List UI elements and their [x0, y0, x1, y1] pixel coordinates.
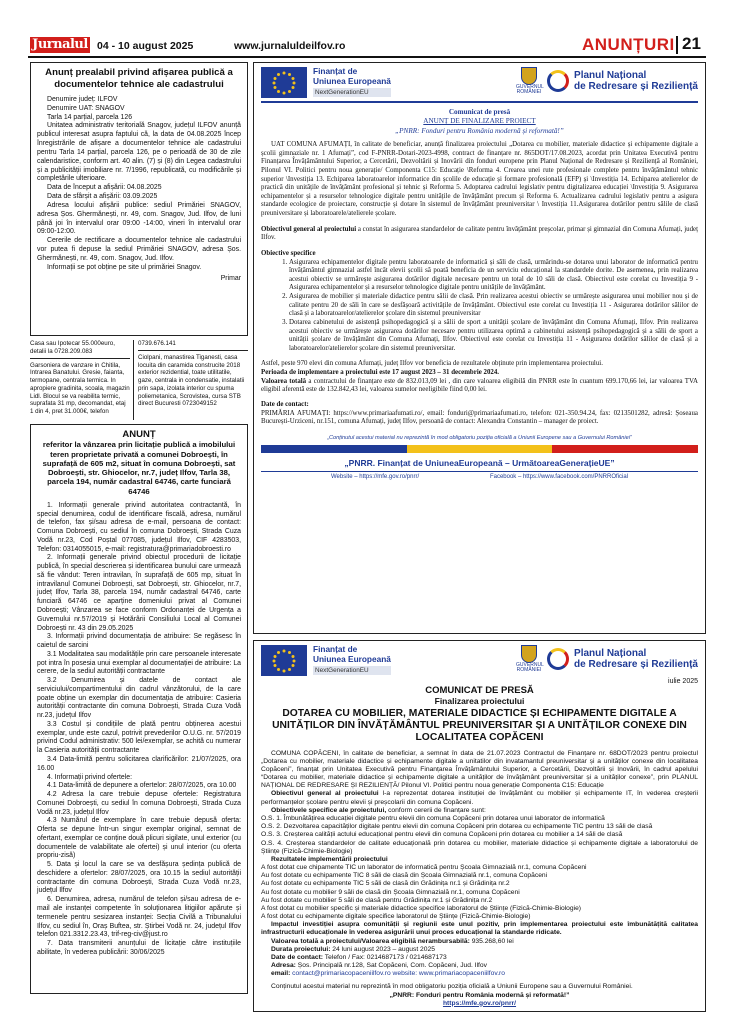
- contact-label: Date de contact:: [271, 953, 324, 961]
- auction-notice-title: ANUNȚ: [122, 429, 156, 440]
- spec-item: 3. Dotarea cabinetului de asistență psihopedagogică și a sălii de sport a unității școlare de învățământ din Comuna Afumați, Ilfov. Prin realizarea acestui obiectiv se urmărește asigurarea dotărilor necesare pentru utilizarea optimă a cabinetului asistență psihopedagogică și a sălii de sport a unității școlare de învățământ din Comuna Afumați, Ilfov. Obiectivul este corelat cu Investiția 11 - Asigurarea dotărilor sălilor de clasă și a laboratoarelor/atelierelor școlare din sistemul preuniversitar.: [289, 319, 698, 354]
- period-label: Perioada de implementare: [261, 369, 339, 377]
- header-rule: [28, 56, 706, 58]
- goal-text: a constat în asigurarea standardelor de calitate pentru învățământ preșcolar, primar și gimnazial din Comuna Afumați, județ Ilfov.: [261, 225, 698, 242]
- press-quote: „PNRR: Fonduri pentru România modernă și reformată!”: [395, 126, 564, 135]
- gov-logo: [516, 67, 542, 96]
- press-body: [261, 750, 698, 1008]
- period-text: a proiectului este 17 august 2023 – 31 decembrie 2024.: [338, 369, 500, 377]
- issue-date: 04 - 10 august 2025: [97, 40, 194, 52]
- auction-paragraph: 3.3 Costul și condițiile de plată pentru obținerea acestui exemplar, unde este cazul, potrivit prevederilor O.U.G. nr. 57/2019 privind Codul administrativ: 500 lei/exemplar, se achită cu numerar la Casieria autorității contractante: [37, 720, 241, 755]
- eu-funded-label: Finanțat de: [313, 644, 358, 654]
- pnrr-logo: [516, 645, 698, 674]
- notice-paragraph: Cererile de rectificare a documentelor tehnice ale cadastrului vor putea fi depuse la sediul Primăriei SNAGOV, adresa Șos. Ghermănești, nr. 49, com. Snagov, Jud. Ilfov.: [37, 237, 241, 262]
- spec-label: Obiective specifice: [261, 249, 316, 257]
- goal-text: l-a reprezentat dotarea instituției de învățământ cu mobilier și echipamente IT, în vederea creșterii performanțelor școlare pentru elevii și preșcolarii din comuna Copăceni.: [261, 790, 698, 806]
- classified-ad: Ciolpani, manastirea Tiganesti, casa locuita din caramida construcite 2018 exterior rezidential, toate utilitatile, gaze, centrala in condensatie, instalatii prin sapa, izolata interior cu spuma poliemetanica, Scrovistea, cursa STB direct Bucuresti 0723049152: [138, 353, 245, 408]
- result-item: A fost dotat cu mobilier specific și materiale didactice specifice laboratorul de Științe (Fizică-Chimie-Biologie): [261, 904, 582, 912]
- site-url[interactable]: www.jurnaluldeilfov.ro: [234, 40, 346, 52]
- left-column: [30, 62, 248, 994]
- auction-paragraph: 3.2 Denumirea și datele de contact ale serviciului/compartimentului din cadrul vânzătorului, de la care poate obține un exemplar din documentația de atribuire: Casieria autorității contractante din comuna Dobroești, Strada Cuza Vodă nr.23, județul Ilfov: [37, 677, 241, 720]
- disclaimer: Conținutul acestui material nu reprezintă în mod obligatoriu poziția oficială a Uniunii Europene sau a Guvernului României.: [271, 983, 633, 991]
- spec-item: 1. Asigurarea echipamentelor digitale pentru laboratoarele de informatică și săli de clasă, urmărindu-se dotarea unui laborator de informatică pentru învățământul gimnazial astfel încât elevii școlii să poată beneficia de un serviciu educațional la standardele dorite. De asemenea, prin realizarea acestui obiectiv se urmărește asigurarea dotărilor digitale necesare pentru un total de 10 săli de clasă. Obiectivul este corelat cu Investiția 9 - Asigurarea echipamentelor și a resurselor tehnologice digitale pentru unitățile de învățământ.: [289, 259, 698, 294]
- press-title: DOTAREA CU MOBILIER, MATERIALE DIDACTICE ȘI ECHIPAMENTE DIGITALE A UNITĂȚILOR DIN ÎNVĂȚĂMÂNTUL PREUNIVERSITAR ȘI A UNITĂȚILOR CONEXE DIN LOCALITATEA COPĂCENI: [272, 707, 687, 744]
- result-item: Au fost dotate cu echipamente TIC 8 săli de clasă din Școala Gimnazială nr.1, comuna Copăceni: [261, 872, 548, 880]
- disclaimer: „Conținutul acestui material nu reprezintă în mod obligatoriu poziția oficială a Uniunii Europene sau a Guvernului României”: [327, 434, 632, 441]
- goal-label: Obiectivul general al proiectului: [261, 225, 357, 233]
- press-heading: [261, 108, 698, 136]
- pnrr-logo: [516, 67, 698, 96]
- web-links: [261, 474, 698, 480]
- contact-label: Date de contact:: [261, 400, 309, 408]
- spec-item: O.S. 2. Dezvoltarea capacităților digitale pentru elevii din comuna Copăceni prin dotarea cu echipamente TIC pentru 13 săli de clasă: [261, 823, 653, 831]
- auction-notice-subtitle: referitor la vânzarea prin licitație publică a imobilului teren proprietate privată a comunei Dobroești, în suprafață de 605 m2, situat în comuna Dobroești, sat Dobroești, str. Ghiocelor, nr.7, județ Ilfov, Tarla 38, parcela 194, număr cadastral 64746, carte funciară 64746: [42, 440, 236, 496]
- press-subtitle: Finalizarea proiectului: [434, 696, 525, 707]
- email-link[interactable]: contact@primariacopaceniilfov.ro website: www.primariacopaceniilfov.ro: [290, 970, 506, 978]
- pnrr-slogan: „PNRR: Fonduri pentru România modernă și reformată!”: [389, 991, 570, 999]
- result-item: Au fost dotate cu mobilier 5 săli de clasă pentru Grădinița nr.1 și Grădinița nr.2: [261, 896, 493, 904]
- color-stripe: [261, 445, 698, 453]
- press-intro: UAT COMUNA AFUMAȚI, în calitate de beneficiar, anunță finalizarea proiectului „Dotarea cu mobilier, materiale didactice și echipamente digitale a școlii gimnaziale nr. 1 Afumați”, cod F-PNRR-Dotari-2023-4998, contract de finanțare nr. 865DOT/17.08.2023, acordat prin Unitatea Executivă pentru Finanțarea Învățământului Superior, a Cercetării, Dezvoltării și Inovării din fonduri europene prin Planul Național de Redresare și Reziliență al României, Pilonul VI. Politici pentru noua generație/ Componenta C15: Educație \Reforma 4. Crearea unei rute profesionale complete pentru învățământul tehnic superior \Investiția 13. Echiparea laboratoarelor informatice din școlile de educație și formare profesională (EFP) și \Investiția 14. Echiparea atelierelor de practică din unitățile de învățământ profesional și tehnic și Reforma 5. Adoptarea cadrului legislativ pentru digitalizarea educației \Investiția 9. Asigurarea echipamentelor și a resurselor tehnologice digitale pentru unitățile de învățământ precum și Reforma 6. Actualizarea cadrului legislativ pentru a asigura standarde ecologice de proiectare, construcție și dotare în sistemul de învățământ preuniversitar \ Investiția 11.Asigurarea dotărilor pentru sălile de clasă preuniversitare și laboratoarele/atelierele școlare.: [261, 141, 698, 218]
- pnrr-icon: [547, 70, 569, 92]
- eu-name-label: Uniunea Europeană: [313, 75, 391, 86]
- classified-phone: 0739.676.141: [138, 340, 248, 351]
- impact-text: Impactul investiției asupra comunității și regiunii este unul pozitiv, prin implementarea proiectului este îmbunătățită calitatea infrastructurii educaționale în vederea asigurării unui proces educațional la standarde ridicate.: [261, 921, 698, 937]
- results-label: Rezultatele implementării proiectului: [271, 855, 388, 863]
- auction-paragraph: 3.1 Modalitatea sau modalitățile prin care persoanele interesate pot intra în posesia unui exemplar al documentației de atribuire: La cerere, de la sediul autorității contractante: [37, 650, 241, 676]
- press-body: [261, 141, 698, 427]
- nextgen-label: NextGenerationEU: [313, 666, 391, 675]
- notice-paragraph: Unitatea administrativ teritorială Snagov, județul ILFOV anunță publicul interesat asupra faptului că, la data de 04.08.2025 încep înregistrările de afișare a documentelor tehnice ale cadastrului pentru Tarla 14 parțial, parcela 126, pe o perioadă de 30 de zile calendaristice, conform art. 40 alin. (7) și (8) din Legea cadastrului și a publicității imobiliare nr. 7/1996, republicată, cu modificările și completările ulterioare.: [37, 122, 241, 183]
- result-item: Au fost dotate cu echipamente TIC 5 săli de clasă din Grădinița nr.1 și Grădinița nr.2: [261, 880, 510, 888]
- gov-label: GUVERNUL ROMÂNIEI: [516, 84, 544, 96]
- address-label: Adresa:: [271, 962, 296, 970]
- duration-label: Durata proiectului:: [271, 945, 331, 953]
- eu-flag-icon: [261, 645, 307, 676]
- pnrr-title: Planul Național: [574, 69, 647, 81]
- auction-paragraph: 4. Informații privind ofertele:: [47, 773, 133, 781]
- notice-paragraph: Informații se pot obține pe site ul primăriei Snagov.: [47, 263, 202, 271]
- blue-rule: [261, 471, 698, 472]
- value-text: 935.268,60 lei: [469, 937, 514, 945]
- header-divider: [676, 36, 678, 54]
- nextgen-label: NextGenerationEU: [313, 88, 391, 97]
- county-line: Denumire județ: ILFOV: [47, 96, 118, 103]
- uat-line: Denumire UAT: SNAGOV: [47, 104, 125, 112]
- auction-paragraph: 1. Informații generale privind autoritatea contractantă, în special denumirea, codul de identificare fiscală, adresa, numărul de telefon, fax și/sau adresa de e-mail, persoana de contact: Comuna Dobroești, cu sediul în comuna Dobroești, Strada Cuza Vodă nr.23, Cod Poștal 077085, județul Ilfov, CIF 4283503, Telefon: 0314055015, e-mail: registratura@primariadobroesti.ro: [37, 501, 241, 553]
- pnrr-title: Planul Național: [574, 647, 647, 659]
- result-item: A fost dotat cue chipamente TIC un laborator de informatică pentru Școala Gimnazială nr.1, comuna Copăceni: [261, 864, 587, 872]
- auction-paragraph: 2. Informații generale privind obiectul procedurii de licitație publică, în special descrierea și identificarea bunului care urmează să fie vândut: Teren intravilan, în suprafață de 605 mp, situat în intravilanul Comunei Dobroești, sat Dobroești, str. Ghiocelor, nr.7, județ Ilfov, Tarla 38, parcela 194, număr cadastral 64746, carte funciară 64746 ce aparține domeniului privat al Comunei Dobroești; Vânzarea se face conform Ordonanței de Urgența a Guvernului nr.57/2019 și Hotărârii Consiliului Local al Comunei Dobroești nr. 43 din 29.05.2025: [37, 554, 241, 632]
- spec-item: O.S. 4. Creșterea standardelor de calitate educațională prin dotarea cu mobilier, materiale didactice și echipamente digitale a laboratorului de Științe (Fizică-Chimie-Biologie): [261, 839, 698, 855]
- pnrr-website-link[interactable]: https://mfe.gov.ro/pnrr/: [442, 999, 517, 1007]
- auction-paragraph: 4.2 Adresa la care trebuie depuse ofertele: Registratura Comunei Dobroești, cu sediul în comuna Dobroești, Strada Cuza Vodă nr.23, județul Ilfov: [37, 791, 241, 816]
- value-label: Valoarea totală a proiectului/Valoarea eligibilă nerambursabilă:: [271, 937, 470, 945]
- coat-of-arms-icon: [521, 67, 537, 85]
- spec-item: O.S. 1. Îmbunătățirea educației digitale pentru elevii din comuna Copăceni prin dotarea unui laborator de informatică: [261, 814, 605, 822]
- press-kicker: Comunicat de presă: [448, 108, 511, 116]
- press-title: ANUNȚ DE FINALIZARE PROIECT: [423, 117, 536, 126]
- classifieds-left: [30, 340, 134, 420]
- press-kicker: COMUNICAT DE PRESĂ: [425, 685, 534, 696]
- auction-notice-body: [37, 502, 241, 958]
- auction-paragraph: 3. Informații privind documentația de atribuire: Se regăsesc în caietul de sarcini: [37, 633, 241, 650]
- duration-text: 24 luni august 2023 – august 2025: [330, 945, 435, 953]
- press-intro: COMUNA COPĂCENI, în calitate de beneficiar, a semnat în data de 21.07.2023 Contractul de Finanțare nr. 68DOT/2023 pentru proiectul „Dotarea cu mobilier, materiale didactice și echipamente digitale a unitatilor din invatamantul preuniversitar și a unităților conexe din localitatea Copăceni”, finanțat prin Unitatea Executivă pentru Finanțarea Învățământului Superior, a Cercetării, Dezvoltării și Inovării, în cadrul apelului “Dotarea cu mobilier, materiale didactice și echipamente digitale a unităților de învățământ preuniversitar și a unităților conexe”, prin PLANUL NAȚIONAL DE REDRESARE ȘI REZILIENȚĂ/ Pilonul VI. Politici pentru noua generație Componenta C15: Educație: [261, 749, 698, 790]
- newspaper-logo: Jurnalul: [30, 37, 90, 53]
- auction-paragraph: 7. Data transmiterii anunțului de licitație către instituțiile abilitate, în vederea publicării: 30/06/2025: [37, 940, 241, 956]
- eu-flag-icon: [261, 67, 307, 98]
- gov-logo: [516, 645, 542, 674]
- cadastre-notice-title: Anunț prealabil privind afișarea publică a documentelor tehnice ale cadastrului: [45, 67, 233, 90]
- eu-funded-label: Finanțat de: [313, 66, 358, 76]
- notice-paragraph: Adresa locului afișării publice: sediul Primăriei SNAGOV, adresa Șos. Ghermănești, nr. 49, com. Snagov, Jud. Ilfov, de luni până joi în intervalul orar 09:00 -14:00, vineri în intervalul orar 09:00-12:00.: [37, 201, 241, 236]
- spec-list: [261, 259, 698, 354]
- auction-paragraph: 6. Denumirea, adresa, numărul de telefon și/sau adresa de e-mail ale instanței competente în soluționarea litigiilor apărute și termenele pentru sesizarea instanței: Secția Civilă a Tribunalului Ilfov, cu sediul în, Oraș Buftea, str. Știrbei Vodă nr. 24, județul Ilfov telefon 021.3312.23.43, trif-reg-civ@just.ro: [37, 896, 241, 939]
- contact-text: Telefon / Fax: 0214687173 / 0214687173: [323, 953, 447, 961]
- value-text: a contractului de finanțare este de 832.013,09 lei , din care valoarea eligibilă din PNRR este în cuantum 699.170,66 lei, iar valoarea TVA eligibil aferentă este de 132.842,43 lei, valoarea sumelor neeligibile fiind 0,00 lei.: [261, 377, 699, 394]
- section-title: ANUNȚURI: [582, 35, 675, 54]
- result-item: Au fost dotate cu mobilier 9 săli de clasă din Școala Gimnazială nr.1, comuna Copăceni: [261, 888, 520, 896]
- classifieds: [30, 340, 248, 420]
- plot-line: Tarla 14 parțial, parcela 126: [47, 113, 133, 121]
- auction-paragraph: 3.4 Data-limită pentru solicitarea clarificărilor: 21/07/2025, ora 16.00: [37, 756, 241, 772]
- pnrr-slogan: „PNRR. Finanțat de UniuneaEuropeană – UrmătoareaGenerațieUE”: [344, 457, 615, 468]
- pnrr-icon: [547, 648, 569, 670]
- classified-ad: Garsoniera de vanzare in Chitila, Intrarea Banatului. Gresie, faianta, termopane, centrala termica. In apropiere gradinita, scoala, magazin Lidl. Blocul se va reabilita termic, suprafata 31 mp, decomandat, etaj 1 din 4, pret 31.000€, telefon: [30, 361, 130, 415]
- classifieds-right: [134, 340, 248, 420]
- email-label: email:: [271, 970, 291, 978]
- value-label: Valoarea totală: [261, 377, 307, 385]
- blue-rule: [261, 101, 698, 103]
- gov-label: GUVERNUL ROMÂNIEI: [516, 662, 544, 674]
- spec-tail: conform cererii de finanțare sunt:: [386, 806, 486, 814]
- spec-item: 2. Asigurarea de mobilier și materiale didactice pentru sălii de clasă. Prin realizarea acestui obiectiv se urmărește asigurarea unui mobilier nou și de calitate pentru 20 de săli în care se desfășoară activitățile de învățământ. Obiectivul este corelat cu Investiția 11 - Asigurarea dotărilor sălilor de clasă și a laboratoarelor/atelierelor școlare din sistemul preuniversitar: [289, 293, 698, 319]
- result-item: A fost dotat cu echipamente digitale specifice laboratorul de Științe (Fizică-Chimie-Biologie): [261, 913, 531, 921]
- eu-logo: [261, 67, 391, 98]
- notice-paragraph: Data de început a afișării: 04.08.2025: [47, 184, 162, 192]
- cadastre-notice-body: [37, 96, 241, 283]
- auction-paragraph: 4.1 Data-limită de depunere a ofertelor: 28/07/2025, ora 10.00: [47, 782, 237, 790]
- classified-ad: Casa sau Ipotecar 55.000euro, detalii la 0728.209.083: [30, 340, 130, 359]
- pnrr-subtitle: de Redresare și Reziliență: [574, 81, 698, 93]
- address-text: Șos. Principală nr.128, Sat Copăceni, Com. Copăceni, Jud. Ilfov: [295, 962, 487, 970]
- spec-label: Obiectivele specifice ale proiectului,: [271, 806, 387, 814]
- page-number: 21: [682, 34, 701, 53]
- funding-logos: [261, 645, 698, 676]
- contact-text: PRIMĂRIA AFUMAȚI: https://www.primariaafumati.ro/, email: fonduri@primariaafumati.ro, telefon: 021-350.94.24, fax: 0213501282, adresă: Șoseaua București-Urziceni, nr.151, comuna Afumați, județ Ilfov, persoană de contact: Alexandra Constantin – manager de proiect.: [261, 409, 698, 426]
- auction-paragraph: 5. Data și locul la care se va desfășura ședința publică de deschidere a ofertelor: 28/07/2025, ora 10.15 la sediul autorității contractante din comuna Dobroești, Strada Cuza Vodă nr.23, județul Ilfov: [37, 861, 241, 895]
- pnrr-subtitle: de Redresare și Reziliență: [574, 659, 698, 671]
- website-link[interactable]: Website – https://mfe.gov.ro/pnrr/: [331, 473, 420, 480]
- facebook-link[interactable]: Facebook – https://www.facebook.com/PNRROficial: [489, 473, 628, 480]
- spec-item: O.S. 3. Creșterea calității actului educațional pentru elevii din comuna Copăceni prin dotarea cu mobilier a 14 săli de clasă: [261, 831, 623, 839]
- goal-label: Obiectivul general al proiectului: [271, 790, 379, 798]
- cadastre-notice: [30, 62, 248, 336]
- auction-notice: [30, 424, 248, 994]
- eu-name-label: Uniunea Europeană: [313, 653, 391, 664]
- funding-logos: [261, 67, 698, 98]
- release-date: iulie 2025: [668, 678, 698, 685]
- auction-paragraph: 4.3 Numărul de exemplare în care trebuie depusă oferta: Oferta se depune într-un singur exemplar original, semnat de ofertant, exemplar ce conține două plicuri sigilate, unul exterior (cu documentele de valabilitate ale ofertei) și unul interior (cu oferta propriu-zisă): [37, 817, 241, 860]
- copaceni-press-release: [253, 640, 706, 1012]
- signature-label: Primar: [220, 274, 241, 282]
- page-header: [0, 0, 730, 56]
- benefit-text: Astfel, peste 970 elevi din comuna Afumați, județ Ilfov vor beneficia de rezultatele obținute prin implementarea proiectului.: [261, 360, 603, 368]
- afumati-press-release: [253, 62, 706, 634]
- eu-logo: [261, 645, 391, 676]
- coat-of-arms-icon: [521, 645, 537, 663]
- notice-paragraph: Data de sfârșit a afișării: 03.09.2025: [47, 193, 158, 201]
